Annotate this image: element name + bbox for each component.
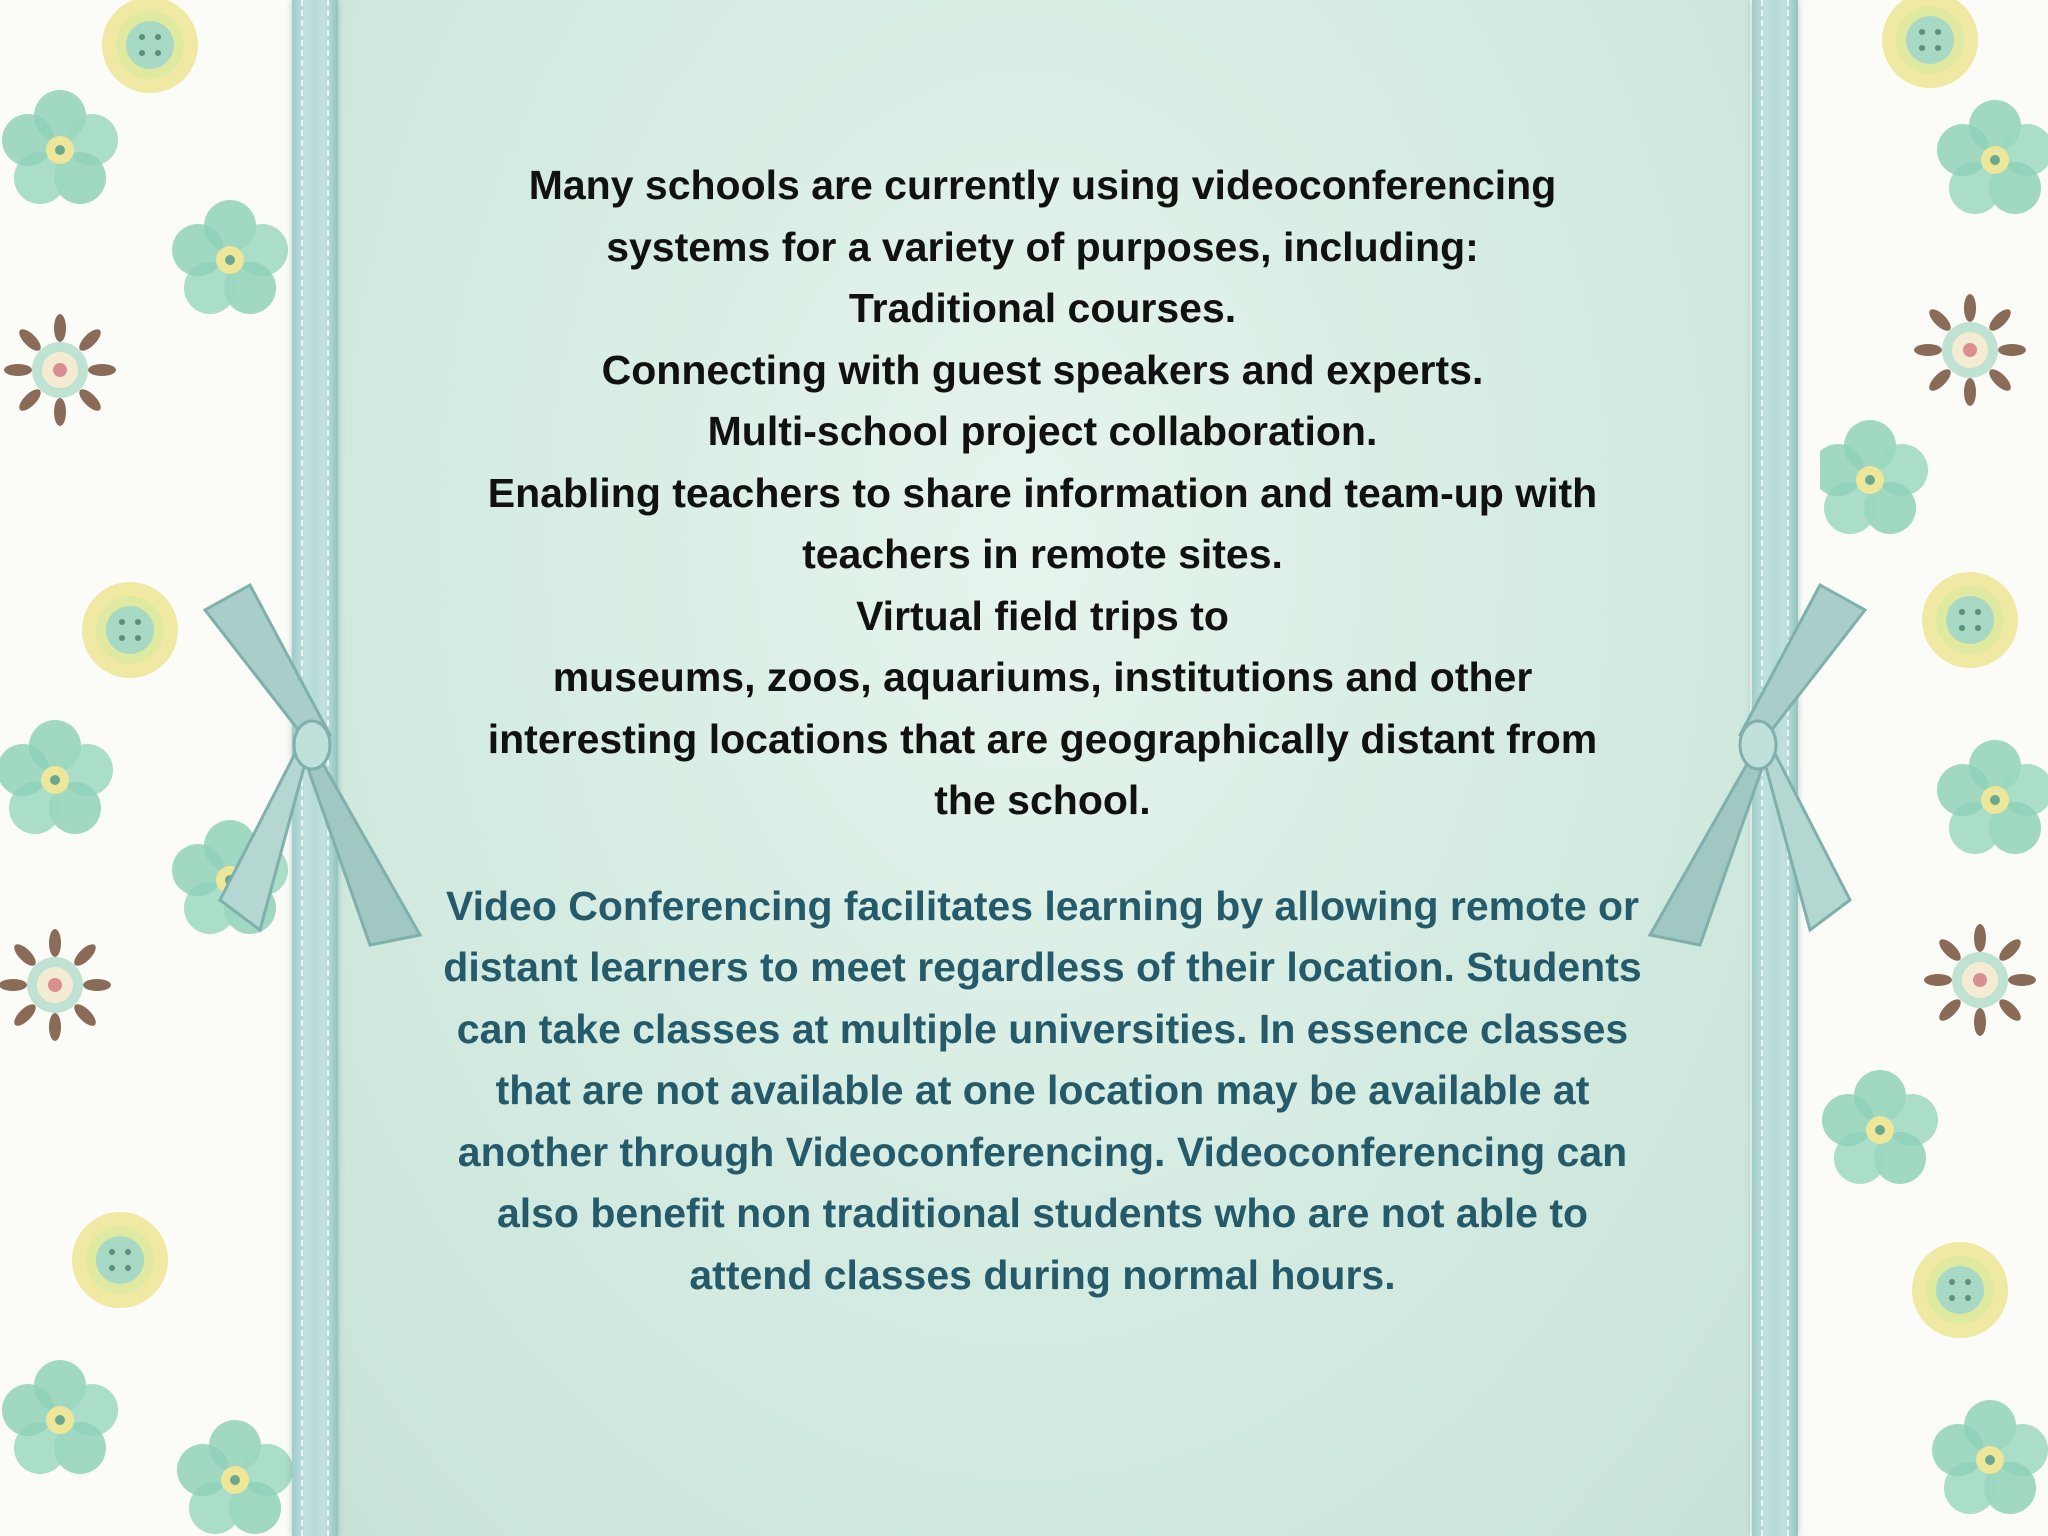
purpose-teacher-sharing-line-2: teachers in remote sites. <box>802 531 1283 577</box>
purpose-guest-speakers: Connecting with guest speakers and experts. <box>601 346 1484 393</box>
purpose-field-trips-line-2: museums, zoos, aquariums, institutions and other <box>552 654 1533 700</box>
purposes-intro-line-2: systems for a variety of purposes, including: <box>606 223 1479 270</box>
purpose-field-trips-line-4: the school. <box>934 777 1151 823</box>
summary-paragraph: Video Conferencing facilitates learning by allowing remote or distant learners to meet regardless of their location. Students can take classes at multiple universities. In essence classes that are not available at one location may be available at another through Videoconferencing. Videoconferencing can also benefit non traditional students who are not able to attend classes during normal hours. <box>443 882 1642 1298</box>
purposes-intro-line-1: Many schools are currently using videoconferencing <box>528 162 1557 208</box>
bow-left-icon <box>190 570 430 950</box>
purpose-multi-school-collaboration: Multi-school project collaboration. <box>707 408 1378 454</box>
purpose-field-trips-line-1: Virtual field trips to <box>856 592 1229 639</box>
slide-content <box>420 155 1665 1306</box>
purpose-field-trips-line-3: interesting locations that are geographically distant from <box>487 715 1598 762</box>
purpose-traditional-courses: Traditional courses. <box>848 285 1237 331</box>
bow-right-icon <box>1640 570 1880 950</box>
purposes-list <box>420 155 1665 832</box>
purpose-teacher-sharing-line-1: Enabling teachers to share information and team-up with <box>487 469 1598 516</box>
